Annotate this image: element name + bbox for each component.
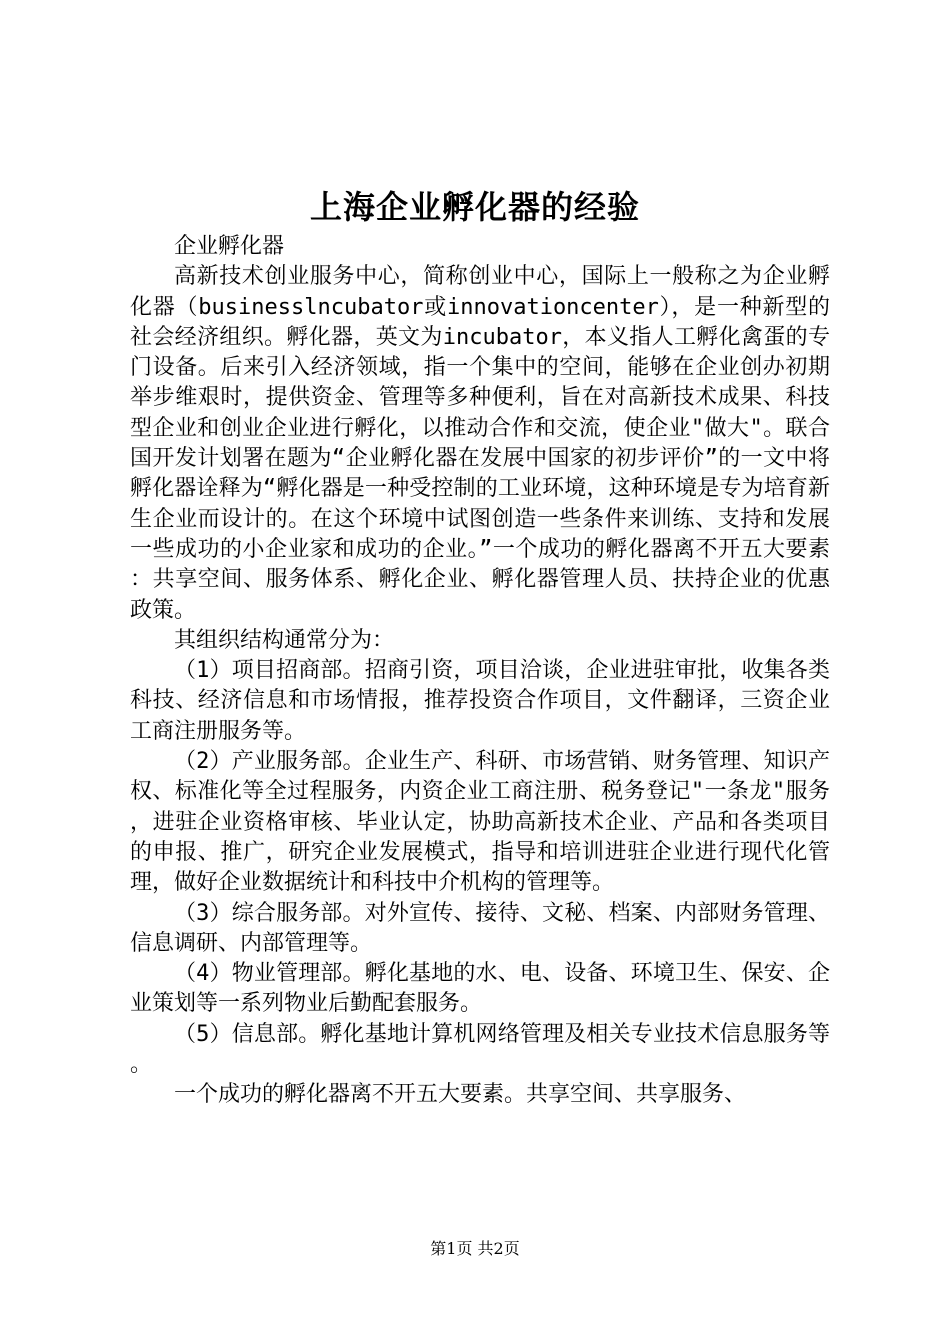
paragraph-item-2: （2）产业服务部。企业生产、科研、市场营销、财务管理、知识产权、标准化等全过程服务，内资企业工商注册、税务登记"一条龙"服务，进驻企业资格审核、毕业认定，协助高新技术企业、产品和各类项目的申报、推广，研究企业发展模式，指导和培训进驻企业进行现代化管理，做好企业数据统计和科技中介机构的管理等。 — [130, 749, 830, 896]
page-number-footer: 第1页 共2页 — [430, 1239, 520, 1258]
paragraph-closing: 一个成功的孵化器离不开五大要素。共享空间、共享服务、 — [174, 1082, 747, 1108]
paragraph-item-4: （4）物业管理部。孵化基地的水、电、设备、环境卫生、保安、企业策划等一系列物业后勤配套服务。 — [130, 961, 830, 1017]
paragraph-item-1: （1）项目招商部。招商引资，项目洽谈，企业进驻审批，收集各类科技、经济信息和市场情报，推荐投资合作项目，文件翻译，三资企业工商注册服务等。 — [130, 658, 830, 744]
paragraph-heading: 企业孵化器 — [174, 234, 285, 259]
paragraph-item-5: （5）信息部。孵化基地计算机网络管理及相关专业技术信息服务等。 — [130, 1021, 830, 1078]
paragraph-item-3: （3）综合服务部。对外宣传、接待、文秘、档案、内部财务管理、信息调研、内部管理等。 — [130, 900, 830, 956]
document-title: 上海企业孵化器的经验 — [309, 188, 640, 226]
paragraph-structure-lead: 其组织结构通常分为： — [174, 627, 395, 653]
document-body — [130, 232, 830, 1111]
paragraph-intro: 高新技术创业服务中心，简称创业中心，国际上一般称之为企业孵化器（businesslncubator或innovationcenter），是一种新型的社会经济组织。孵化器，英文为incubator，本义指人工孵化禽蛋的专门设备。后来引入经济领域，指一个集中的空间，能够在企业创办初期举步维艰时，提供资金、管理等多种便利，旨在对高新技术成果、科技型企业和创业企业进行孵化，以推动合作和交流，使企业"做大"。联合国开发计划署在题为“企业孵化器在发展中国家的初步评价”的一文中将孵化器诠释为“孵化器是一种受控制的工业环境，这种环境是专为培育新生企业而设计的。在这个环境中试图创造一些条件来训练、支持和发展一些成功的小企业家和成功的企业。”一个成功的孵化器离不开五大要素：共享空间、服务体系、孵化企业、孵化器管理人员、扶持企业的优惠政策。 — [130, 264, 830, 623]
